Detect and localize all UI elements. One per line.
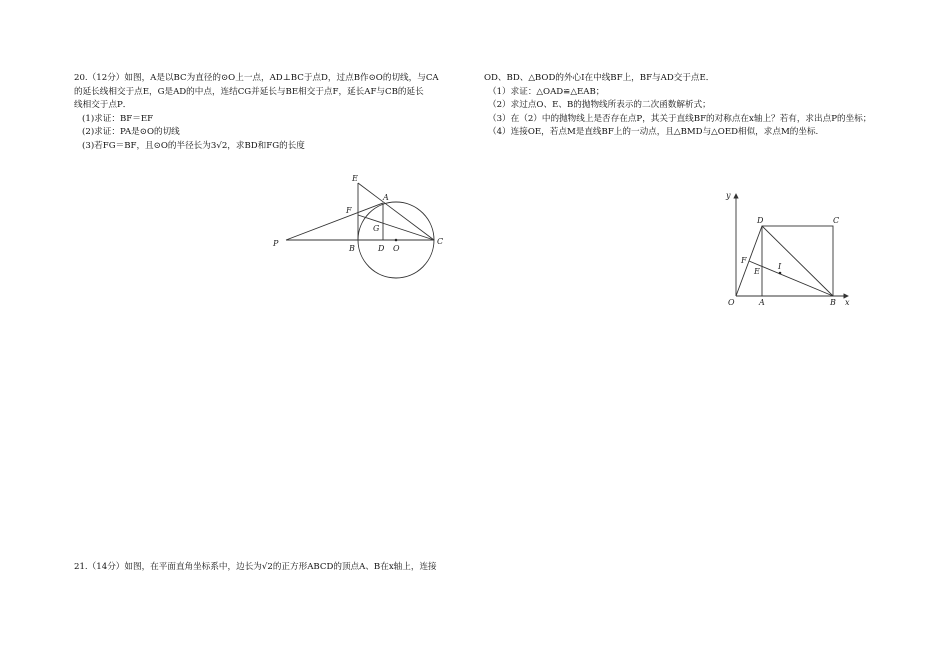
label-g: G: [373, 224, 380, 233]
label-a: A: [383, 193, 389, 202]
label-b: B: [830, 298, 836, 307]
label-d: D: [378, 244, 385, 253]
q20-text-line-3: 线相交于点P．: [74, 100, 132, 111]
q20-item-1: (1)求证：BF＝EF: [82, 113, 154, 124]
q20-text-line-2: 的延长线相交于点E，G是AD的中点，连结CG并延长与BE相交于点F，延长AF与CB的延长: [74, 86, 424, 97]
label-o: O: [728, 298, 735, 307]
label-c: C: [437, 237, 444, 246]
q21-text-line-1: OD、BD、△BOD的外心I在中线BF上，BF与AD交于点E．: [484, 73, 715, 83]
label-f: F: [741, 256, 747, 265]
label-o: O: [393, 244, 400, 253]
q20-item-3: (3)若FG＝BF，且⊙O的半径长为3√2，求BD和FG的长度: [82, 140, 305, 151]
q20-geometry-figure: [268, 168, 452, 286]
label-d: D: [757, 216, 764, 225]
label-e: E: [352, 174, 358, 183]
q20-item-2: (2)求证：PA是⊙O的切线: [82, 127, 180, 138]
segment-db: [762, 226, 833, 296]
q21-item-1: （1）求证：△OAD≌△EAB；: [488, 86, 605, 97]
q21-item-3: （3）在（2）中的抛物线上是否存在点P，其关于直线BF的对称点在x轴上？若有，求出点P的坐标；: [488, 113, 872, 124]
label-y: y: [726, 191, 731, 200]
segment-pa: [286, 203, 383, 240]
point-i-dot: [779, 272, 782, 275]
label-e: E: [754, 267, 760, 276]
question-20: [74, 72, 446, 154]
label-a: A: [759, 298, 765, 307]
label-x: x: [845, 298, 850, 307]
question-21-continued: [484, 72, 872, 140]
segment-fc: [358, 215, 434, 240]
q20-text-line-1: 20.（12分）如图，A是以BC为直径的⊙O上一点，AD⊥BC于点D，过点B作⊙O的切线，与CA: [74, 73, 439, 83]
label-i: I: [778, 262, 782, 271]
label-p: P: [273, 239, 279, 248]
q21-text-start: 21.（14分）如图，在平面直角坐标系中，边长为√2的正方形ABCD的顶点A、B在x轴上，连接: [74, 562, 437, 572]
center-o-dot: [395, 239, 398, 242]
label-c: C: [833, 216, 840, 225]
label-f: F: [346, 206, 352, 215]
q21-item-2: （2）求过点O、E、B的抛物线所表示的二次函数解析式；: [488, 100, 711, 111]
label-b: B: [349, 244, 355, 253]
q21-coordinate-figure: [720, 186, 858, 310]
q21-item-4: （4）连接OE，若点M是直线BF上的一动点，且△BMD与△OED相似，求点M的坐标.: [488, 127, 819, 138]
segment-ec: [358, 183, 434, 240]
